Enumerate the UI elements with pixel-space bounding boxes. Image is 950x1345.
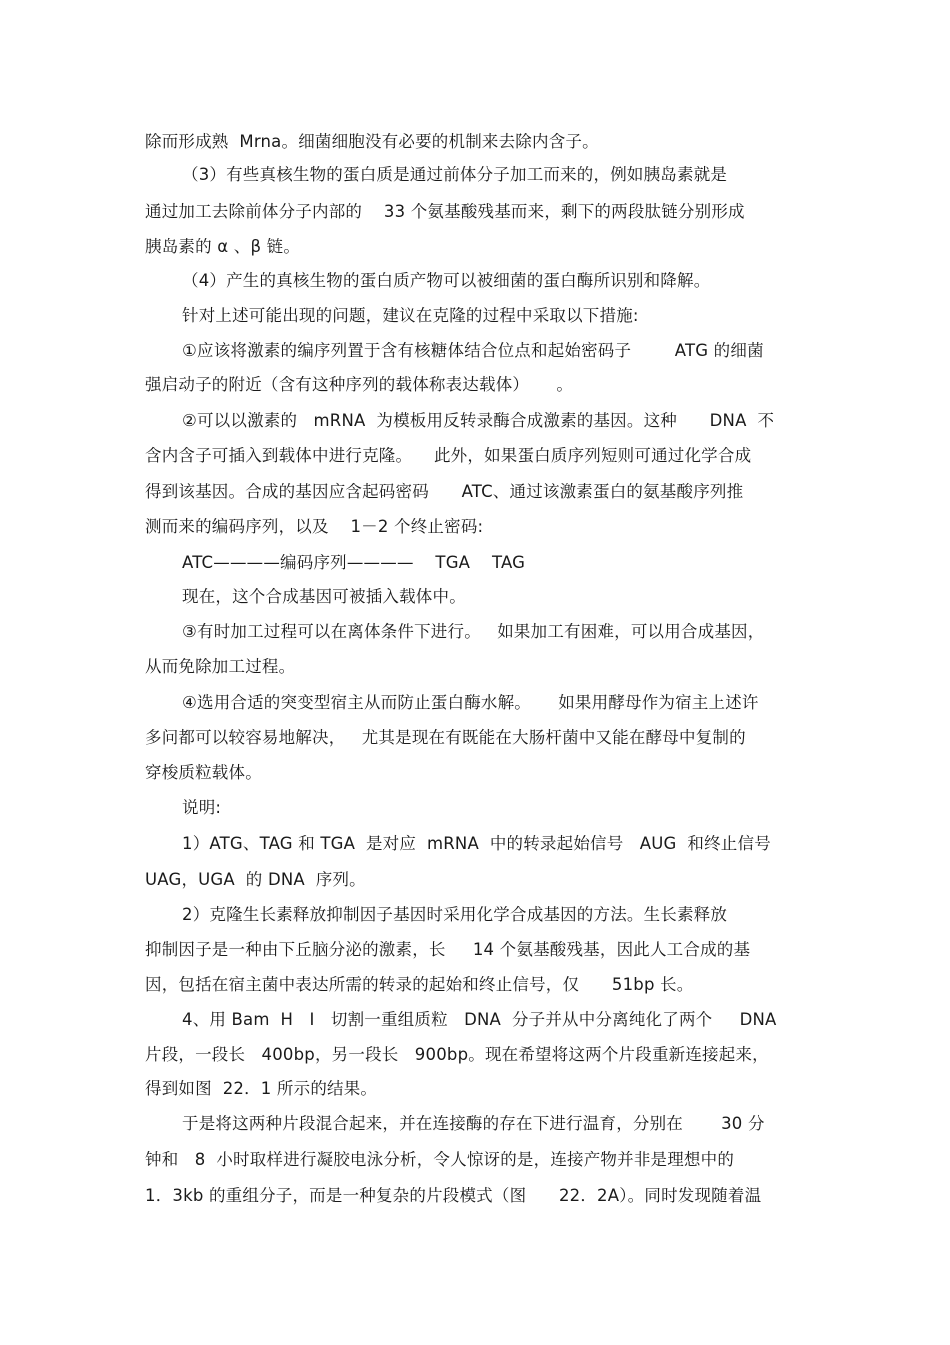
- text-line: ATC————编码序列———— TGA TAG: [182, 553, 526, 572]
- text-line: 胰岛素的 α 、β 链。: [145, 237, 301, 256]
- text-line: （4）产生的真核生物的蛋白质产物可以被细菌的蛋白酶所识别和降解。: [182, 271, 711, 290]
- text-line: 针对上述可能出现的问题，建议在克隆的过程中采取以下措施:: [182, 306, 639, 325]
- text-line: 通过加工去除前体分子内部的 33 个氨基酸残基而来，剩下的两段肽链分别形成: [145, 202, 745, 221]
- text-line: 除而形成熟 Mrna。细菌细胞没有必要的机制来去除内含子。: [145, 132, 599, 151]
- text-line: 钟和 8 小时取样进行凝胶电泳分析，令人惊讶的是，连接产物并非是理想中的: [145, 1150, 735, 1169]
- text-line: 因，包括在宿主菌中表达所需的转录的起始和终止信号，仅 51bp 长。: [145, 975, 694, 994]
- text-line: 得到该基因。合成的基因应含起码密码 ATC、通过该激素蛋白的氨基酸序列推: [145, 482, 744, 501]
- text-line: 含内含子可插入到载体中进行克隆。 此外，如果蛋白质序列短则可通过化学合成: [145, 446, 752, 465]
- text-line: 测而来的编码序列，以及 1－2 个终止密码:: [145, 517, 484, 536]
- text-line: 多问都可以较容易地解决， 尤其是现在有既能在大肠杆菌中又能在酵母中复制的: [145, 728, 746, 747]
- text-line: 现在，这个合成基因可被插入载体中。: [182, 587, 466, 606]
- text-line: 2）克隆生长素释放抑制因子基因时采用化学合成基因的方法。生长素释放: [182, 905, 728, 924]
- text-line: 抑制因子是一种由下丘脑分泌的激素，长 14 个氨基酸残基，因此人工合成的基: [145, 940, 751, 959]
- text-line: 4、用 Bam H I 切割一重组质粒 DNA 分子并从中分离纯化了两个 DNA: [182, 1010, 777, 1029]
- text-line: 强启动子的附近（含有这种序列的载体称表达载体） 。: [145, 375, 574, 394]
- text-line: （3）有些真核生物的蛋白质是通过前体分子加工而来的，例如胰岛素就是: [182, 165, 728, 184]
- text-line: ③有时加工过程可以在离体条件下进行。 如果加工有困难，可以用合成基因，: [182, 622, 765, 641]
- text-line: ④选用合适的突变型宿主从而防止蛋白酶水解。 如果用酵母作为宿主上述许: [182, 693, 759, 712]
- text-line: 于是将这两种片段混合起来，并在连接酶的存在下进行温育，分别在 30 分: [182, 1114, 765, 1133]
- text-line: 1．3kb 的重组分子，而是一种复杂的片段模式（图 22．2A）。同时发现随着温: [145, 1186, 762, 1205]
- text-line: ①应该将激素的编序列置于含有核糖体结合位点和起始密码子 ATG 的细菌: [182, 341, 764, 360]
- text-line: 片段，一段长 400bp，另一段长 900bp。现在希望将这两个片段重新连接起来，: [145, 1045, 769, 1064]
- text-line: 说明:: [182, 798, 222, 817]
- text-line: UAG，UGA 的 DNA 序列。: [145, 870, 366, 889]
- text-line: 穿梭质粒载体。: [145, 763, 262, 782]
- text-line: 1）ATG、TAG 和 TGA 是对应 mRNA 中的转录起始信号 AUG 和终止信号: [182, 834, 771, 853]
- text-line: 得到如图 22．1 所示的结果。: [145, 1079, 378, 1098]
- text-line: 从而免除加工过程。: [145, 657, 296, 676]
- text-line: ②可以以激素的 mRNA 为模板用反转录酶合成激素的基因。这种 DNA 不: [182, 411, 775, 430]
